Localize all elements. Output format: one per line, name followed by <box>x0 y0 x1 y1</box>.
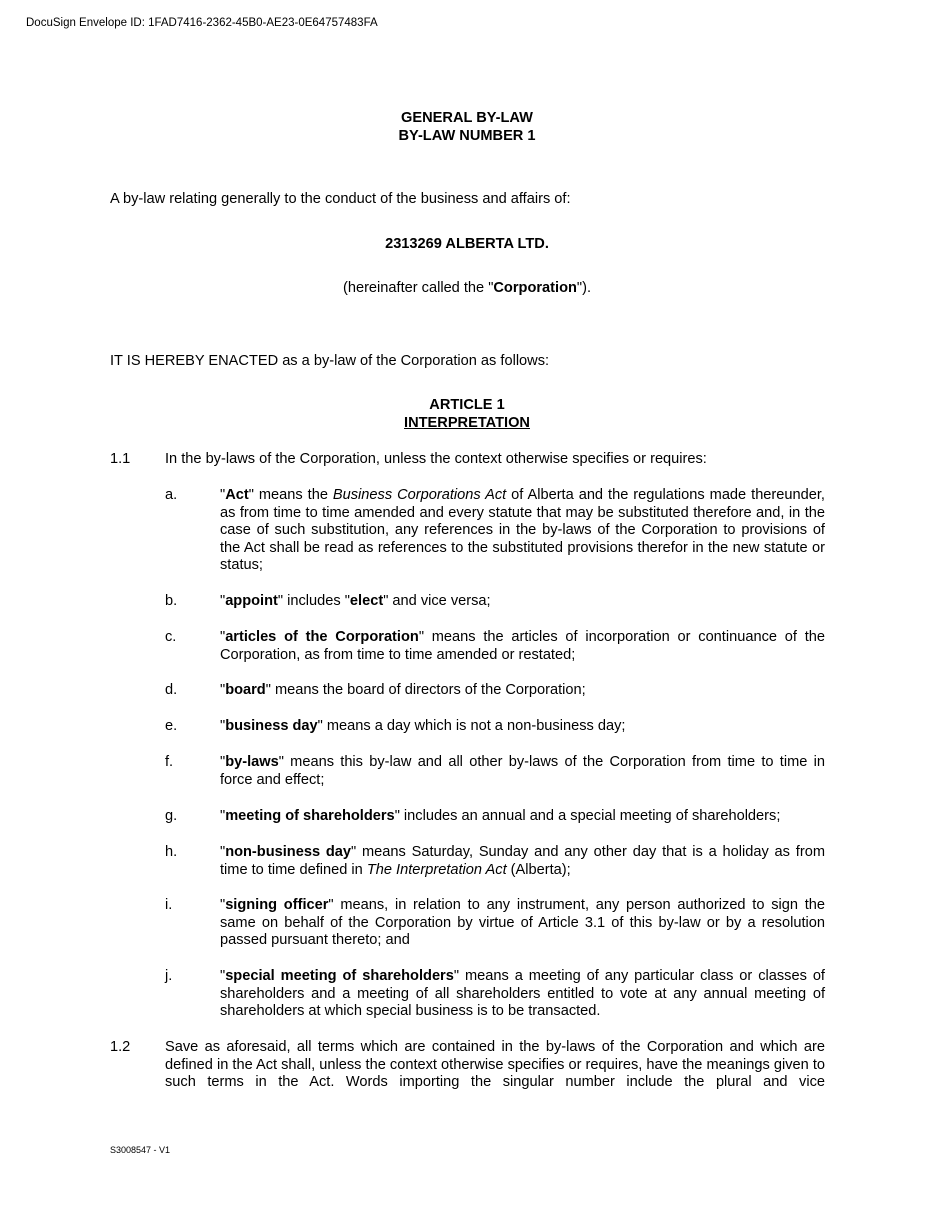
definition-non-business-day: "non-business day" means Saturday, Sunday and any other day that is a holiday as from time to time defined in The Interpretation Act (Alberta); <box>220 844 825 878</box>
document-title: GENERAL BY-LAW <box>401 110 533 126</box>
definition-articles: "articles of the Corporation" means the articles of incorporation or continuance of the Corporation, as from time to time amended or restated; <box>220 629 825 663</box>
definition-letter: h. <box>165 844 178 860</box>
definition-letter: a. <box>165 487 178 503</box>
definition-letter: b. <box>165 593 178 609</box>
definition-letter: j. <box>165 968 173 984</box>
section-number-1-1: 1.1 <box>110 451 131 467</box>
article-title: INTERPRETATION <box>404 415 530 431</box>
definition-special-meeting: "special meeting of shareholders" means a meeting of any particular class or classes of shareholders and a meeting of all shareholders entitled to vote at any annual meeting of shareholders at which special business is to be transacted. <box>220 968 825 1019</box>
intro-text: A by-law relating generally to the conduct of the business and affairs of: <box>110 191 571 207</box>
docusign-envelope-id: DocuSign Envelope ID: 1FAD7416-2362-45B0-AE23-0E64757483FA <box>26 17 378 29</box>
bylaw-number: BY-LAW NUMBER 1 <box>398 128 536 144</box>
section-text-1-2: Save as aforesaid, all terms which are contained in the by-laws of the Corporation and which are defined in the Act shall, unless the context otherwise specifies or requires, have the meanings given to such terms in the Act. Words importing the singular number include the plural and vice <box>165 1039 825 1090</box>
section-text-1-1: In the by-laws of the Corporation, unless the context otherwise specifies or requires: <box>165 451 707 467</box>
definition-letter: d. <box>165 682 178 698</box>
definition-letter: c. <box>165 629 177 645</box>
definition-letter: e. <box>165 718 178 734</box>
article-number: ARTICLE 1 <box>429 397 505 413</box>
company-name: 2313269 ALBERTA LTD. <box>385 236 549 252</box>
document-footer-code: S3008547 - V1 <box>110 1145 171 1155</box>
definition-appoint: "appoint" includes "elect" and vice versa; <box>220 593 491 609</box>
corporation-term: Corporation <box>493 280 577 296</box>
definition-board: "board" means the board of directors of the Corporation; <box>220 682 586 698</box>
section-number-1-2: 1.2 <box>110 1039 131 1055</box>
definition-business-day: "business day" means a day which is not a non-business day; <box>220 718 626 734</box>
definition-by-laws: "by-laws" means this by-law and all other by-laws of the Corporation from time to time in force and effect; <box>220 754 825 788</box>
enacted-text: IT IS HEREBY ENACTED as a by-law of the Corporation as follows: <box>110 353 550 369</box>
definition-act: "Act" means the Business Corporations Act of Alberta and the regulations made thereunder, as from time to time amended and every statute that may be substituted therefore and, in the case of such substitution, any references in the by-laws of the Corporation to provisions of the Act shall be read as references to the substituted provisions therefor in the new statute or status; <box>220 487 825 573</box>
definition-letter: i. <box>165 897 173 913</box>
definition-meeting-of-shareholders: "meeting of shareholders" includes an annual and a special meeting of shareholders; <box>220 808 781 824</box>
hereinafter-clause: (hereinafter called the "Corporation"). <box>342 280 592 296</box>
definition-letter: g. <box>165 808 178 824</box>
definition-signing-officer: "signing officer" means, in relation to any instrument, any person authorized to sign the same on behalf of the Corporation by virtue of Article 3.1 of this by-law or by a resolution passed pursuant thereto; and <box>220 897 825 948</box>
definition-letter: f. <box>165 754 174 770</box>
